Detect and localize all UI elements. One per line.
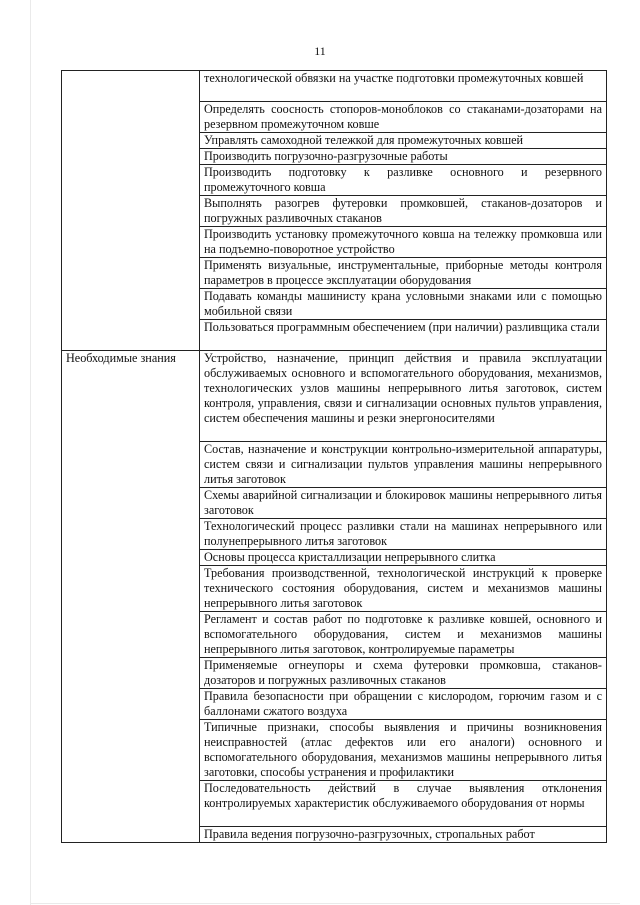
table-cell: Пользоваться программным обеспечением (при наличии) разливщика стали xyxy=(200,320,607,351)
table-row xyxy=(62,71,607,102)
table-cell: Типичные признаки, способы выявления и причины возникновения неисправностей (атлас дефектов или его аналоги) основного и вспомогательного оборудования, механизмов машины непрерывного литья заготовки, способы устранения и профилактики xyxy=(200,720,607,781)
table-cell: Правила ведения погрузочно-разгрузочных, стропальных работ xyxy=(200,827,607,843)
table-cell: Производить установку промежуточного ковша на тележку промковша или на подъемно-поворотное устройство xyxy=(200,227,607,258)
scan-bottom-line xyxy=(30,903,620,904)
table-cell: Выполнять разогрев футеровки промковшей, стаканов-дозаторов и погружных разливочных стаканов xyxy=(200,196,607,227)
table-cell: Устройство, назначение, принцип действия и правила эксплуатации обслуживаемых основного и вспомогательного оборудования, механизмов, технологических узлов машины непрерывного литья заготовок, систем контроля, управления, связи и сигнализации основных пультов управления, систем обеспечения машины и резки энергоносителями xyxy=(200,351,607,442)
table-row xyxy=(62,351,607,442)
knowledge-label-cell: Необходимые знания xyxy=(62,351,200,843)
table-cell: Схемы аварийной сигнализации и блокировок машины непрерывного литья заготовок xyxy=(200,488,607,519)
table-cell: Производить погрузочно-разгрузочные работы xyxy=(200,149,607,165)
table-cell: Производить подготовку к разливке основного и резервного промежуточного ковша xyxy=(200,165,607,196)
table-cell: Требования производственной, технологической инструкций к проверке технического состояния оборудования, систем и механизмов машины непрерывного литья заготовок xyxy=(200,566,607,612)
table-cell: Подавать команды машинисту крана условными знаками или с помощью мобильной связи xyxy=(200,289,607,320)
table-cell: Управлять самоходной тележкой для промежуточных ковшей xyxy=(200,133,607,149)
skills-knowledge-table xyxy=(61,70,607,843)
table-cell: Правила безопасности при обращении с кислородом, горючим газом и с баллонами сжатого воздуха xyxy=(200,689,607,720)
table-cell: технологической обвязки на участке подготовки промежуточных ковшей xyxy=(200,71,607,102)
scan-edge-line xyxy=(30,0,31,905)
table-cell: Технологический процесс разливки стали на машинах непрерывного или полунепрерывного литья заготовок xyxy=(200,519,607,550)
empty-label-cell xyxy=(62,71,200,351)
table-cell: Основы процесса кристаллизации непрерывного слитка xyxy=(200,550,607,566)
table-cell: Состав, назначение и конструкции контрольно-измерительной аппаратуры, систем связи и сигнализации пультов управления машины непрерывного литья заготовок xyxy=(200,442,607,488)
table-cell: Применять визуальные, инструментальные, приборные методы контроля параметров в процессе эксплуатации оборудования xyxy=(200,258,607,289)
table-cell: Последовательность действий в случае выявления отклонения контролируемых характеристик обслуживаемого оборудования от нормы xyxy=(200,781,607,827)
table-cell: Определять соосность стопоров-моноблоков со стаканами-дозаторами на резервном промежуточном ковше xyxy=(200,102,607,133)
table-cell: Регламент и состав работ по подготовке к разливке ковшей, основного и вспомогательного оборудования, систем и механизмов машины непрерывного литья заготовок, контролируемые параметры xyxy=(200,612,607,658)
page-number: 11 xyxy=(314,44,326,58)
table-cell: Применяемые огнеупоры и схема футеровки промковша, стаканов-дозаторов и погружных разливочных стаканов xyxy=(200,658,607,689)
